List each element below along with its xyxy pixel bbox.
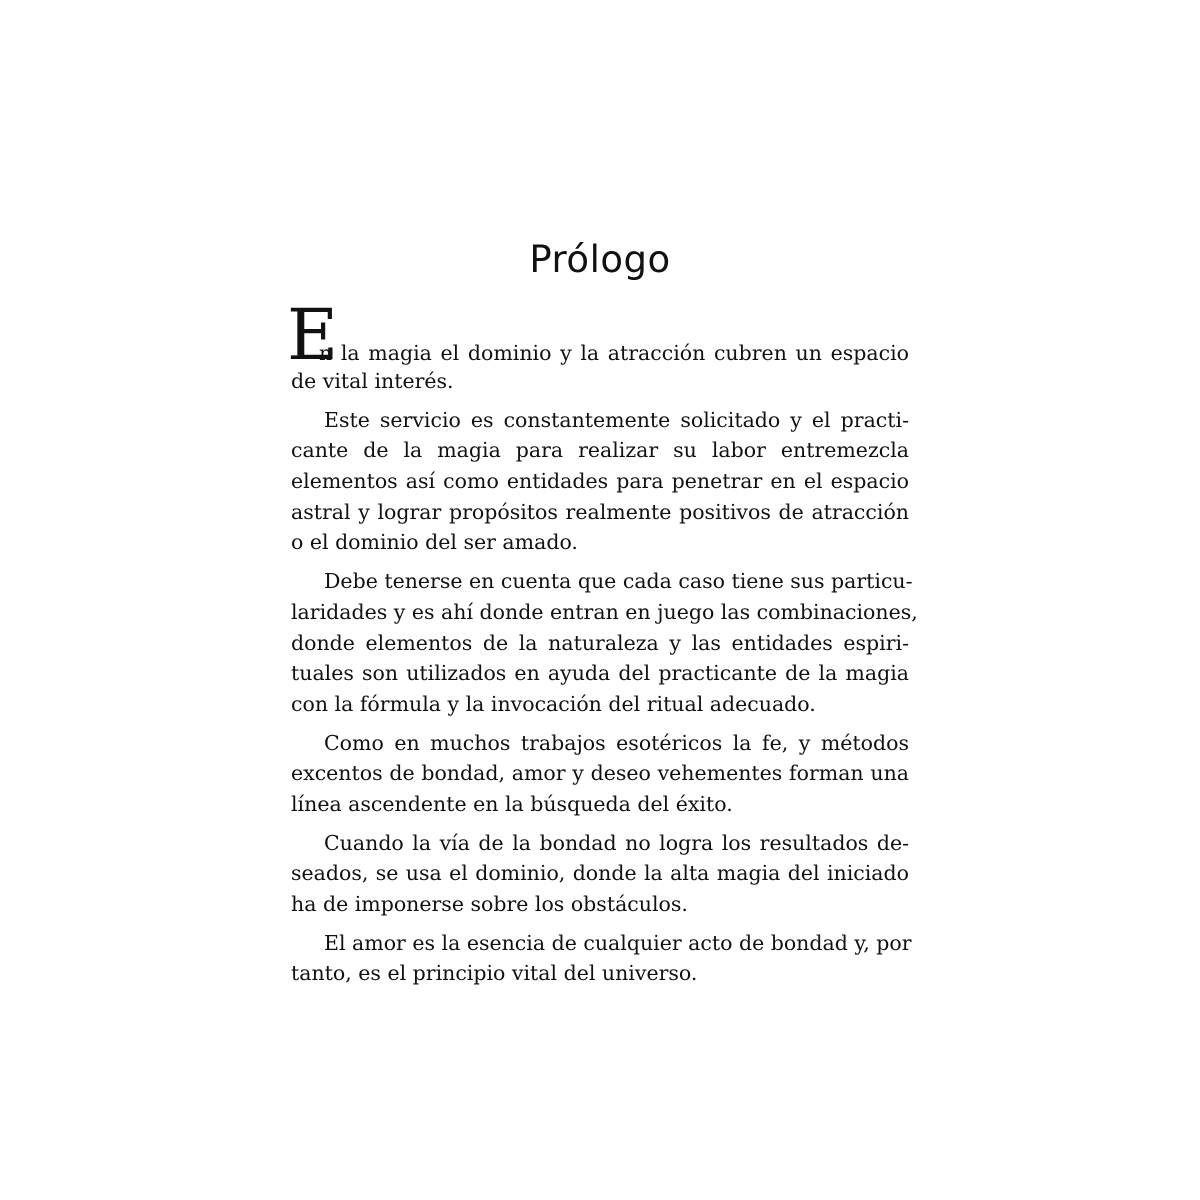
paragraph-5 — [291, 828, 909, 920]
prologue-body — [287, 294, 918, 997]
text-line: línea ascendente en la búsqueda del éxito. — [291, 791, 733, 816]
text-line: laridades y es ahí donde entran en juego las combinaciones, — [291, 599, 918, 624]
text-line: excentos de bondad, amor y deseo vehementes forman una — [291, 761, 909, 786]
text-line: elementos así como entidades para penetrar en el espacio — [291, 469, 909, 494]
paragraph-3 — [291, 566, 918, 719]
text-line: ha de imponerse sobre los obstáculos. — [291, 892, 688, 916]
text-line: El amor es la esencia de cualquier acto de bondad y, por — [324, 930, 912, 955]
text-line: seados, se usa el dominio, donde la alta magia del iniciado — [291, 861, 909, 886]
text-line: Cuando la vía de la bondad no logra los resultados de- — [324, 830, 909, 855]
paragraph-4 — [291, 728, 909, 820]
text-line: Este servicio es constantemente solicitado y el practi- — [324, 407, 909, 432]
text-line: cante de la magia para realizar su labor entremezcla — [291, 438, 909, 463]
text-line: donde elementos de la naturaleza y las entidades espiri- — [291, 630, 909, 655]
paragraph-1 — [287, 294, 909, 397]
text-line: o el dominio del ser amado. — [291, 530, 578, 555]
text-line: Como en muchos trabajos esotéricos la fe, y métodos — [324, 730, 909, 755]
text-line: con la fórmula y la invocación del ritual adecuado. — [291, 691, 816, 716]
drop-cap: E — [287, 294, 339, 376]
text-line: astral y lograr propósitos realmente positivos de atracción — [291, 499, 909, 524]
first-line — [287, 294, 909, 376]
text-line: n la magia el dominio y la atracción cubren un espacio — [319, 341, 909, 366]
text-line: de vital interés. — [291, 369, 454, 393]
text-line: tuales son utilizados en ayuda del practicante de la magia — [291, 661, 909, 686]
text-line: Debe tenerse en cuenta que cada caso tiene sus particu- — [324, 569, 913, 594]
page-title: Prólogo — [529, 238, 671, 281]
text-line: tanto, es el principio vital del universo. — [291, 961, 698, 986]
paragraph-6 — [291, 928, 912, 989]
paragraph-2 — [291, 405, 909, 558]
